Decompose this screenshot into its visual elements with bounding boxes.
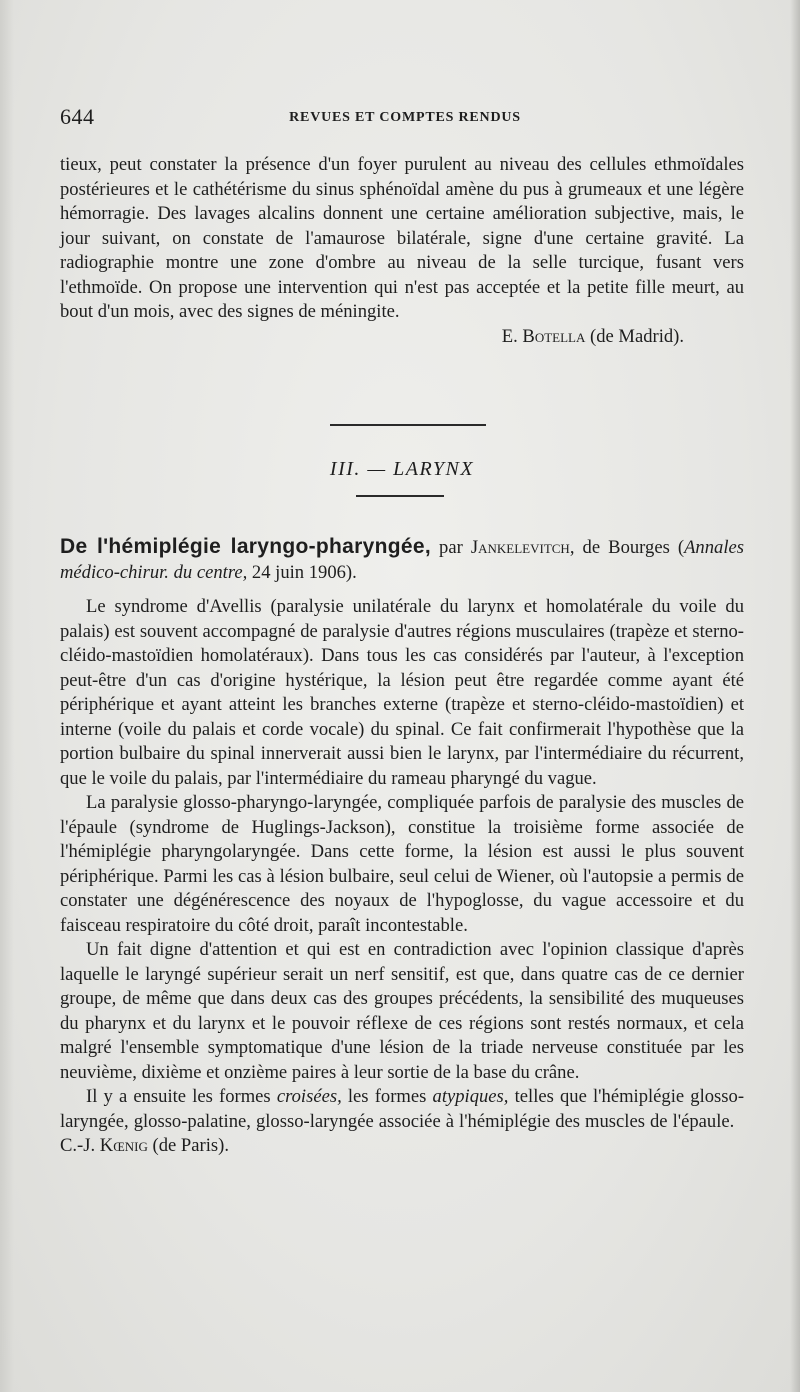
page-header bbox=[60, 104, 750, 132]
page-number: 644 bbox=[60, 104, 95, 129]
last-para-em-croisees: croisées, bbox=[276, 1086, 342, 1107]
article-journal: Annales médico-chirur. du centre, bbox=[60, 537, 744, 583]
article-signature-name: Kœnig bbox=[99, 1135, 148, 1156]
article-block bbox=[60, 535, 744, 1159]
signature-place: (de Madrid). bbox=[590, 325, 684, 347]
article-paragraph-4 bbox=[60, 1085, 744, 1159]
article-header bbox=[60, 535, 744, 585]
article-signature-initial: C.-J. bbox=[60, 1135, 96, 1156]
article-author: Jankelevitch, bbox=[470, 537, 575, 558]
last-para-start: Il y a ensuite les formes bbox=[86, 1086, 271, 1107]
article-by: par bbox=[439, 537, 463, 558]
section-divider-bottom bbox=[356, 495, 444, 497]
last-para-mid: les formes bbox=[347, 1086, 427, 1107]
last-para-end: telles que l'hémiplégie glosso-laryngée, glosso-palatine, glosso-laryngée associée à l'hémiplégie des muscles de l'épaule. bbox=[60, 1086, 745, 1132]
page-shadow-left bbox=[0, 0, 14, 1392]
continuation-signature bbox=[60, 325, 744, 350]
article-title: De l'hémiplégie laryngo-pharyngée, bbox=[60, 535, 431, 558]
section-divider-top bbox=[330, 424, 486, 426]
continuation-block bbox=[60, 153, 744, 349]
running-head: REVUES ET COMPTES RENDUS bbox=[289, 110, 521, 125]
section-heading: III. — LARYNX bbox=[329, 458, 475, 480]
article-paragraph-2: La paralysie glosso-pharyngo-laryngée, compliquée parfois de paralysie des muscles de l'épaule (syndrome de Huglings-Jackson), constitue la troisième forme associée de l'hémiplégie pharyngolaryngée. Dans cette forme, la lésion est aussi le plus souvent périphérique. Parmi les cas à lésion bulbaire, seul celui de Wiener, où l'autopsie a permis de constater une dégénérescence des noyaux de l'hypoglosse, du vague accessoire et du faisceau respiratoire du côté droit, paraît incontestable. bbox=[60, 792, 744, 936]
article-place: de Bourges ( bbox=[582, 537, 685, 558]
last-para-em-atypiques: atypiques, bbox=[432, 1086, 509, 1107]
article-paragraph-1: Le syndrome d'Avellis (paralysie unilatérale du larynx et homolatérale du voile du palais) est souvent accompagné de paralysie d'autres régions musculaires (trapèze et sterno-cléido-mastoïdien homolatéraux). Dans tous les cas considérés par l'auteur, à l'exception peut-être d'un cas d'origine hystérique, la lésion peut être regardée comme ayant été périphérique et ayant atteint les branches externe (trapèze et sterno-cléido-mastoïdien) et interne (voile du palais et corde vocale) du spinal. Ce fait confirmerait l'hypothèse que la portion bulbaire du spinal innerverait aussi bien le larynx, par l'intermédiaire du récurrent, que le voile du palais, par l'intermédiaire du rameau pharyngé du vague. bbox=[60, 596, 744, 789]
article-signature-place: (de Paris). bbox=[152, 1135, 229, 1156]
signature-name: Botella bbox=[522, 325, 586, 347]
article-date: 24 juin 1906). bbox=[251, 561, 357, 583]
page-shadow-right bbox=[790, 0, 800, 1392]
signature-initial: E. bbox=[501, 325, 518, 347]
continuation-paragraph: tieux, peut constater la présence d'un foyer purulent au niveau des cellules ethmoïdales postérieures et le cathétérisme du sinus sphénoïdal amène du pus à grumeaux et une légère hémorragie. Des lavages alcalins donnent une certaine amélioration subjective, mais, le jour suivant, on constate de l'amaurose bilatérale, signe d'une certaine gravité. La radiographie montre une zone d'ombre au niveau de la selle turcique, fusant vers l'ethmoïde. On propose une intervention qui n'est pas acceptée et la petite fille meurt, au bout d'un mois, avec des signes de méningite. bbox=[60, 154, 744, 322]
article-paragraph-3: Un fait digne d'attention et qui est en contradiction avec l'opinion classique d'après laquelle le laryngé supérieur serait un nerf sensitif, est que, dans quatre cas de ce dernier groupe, de même que dans deux cas des groupes précédents, la sensibilité des muqueuses du pharynx et du larynx et le pouvoir réflexe de ces régions sont restés normaux, et cela malgré l'ensemble symptomatique d'une lésion de la triade nerveuse constituée par les neuvième, dixième et onzième paires à leur sortie de la base du crâne. bbox=[60, 939, 744, 1083]
